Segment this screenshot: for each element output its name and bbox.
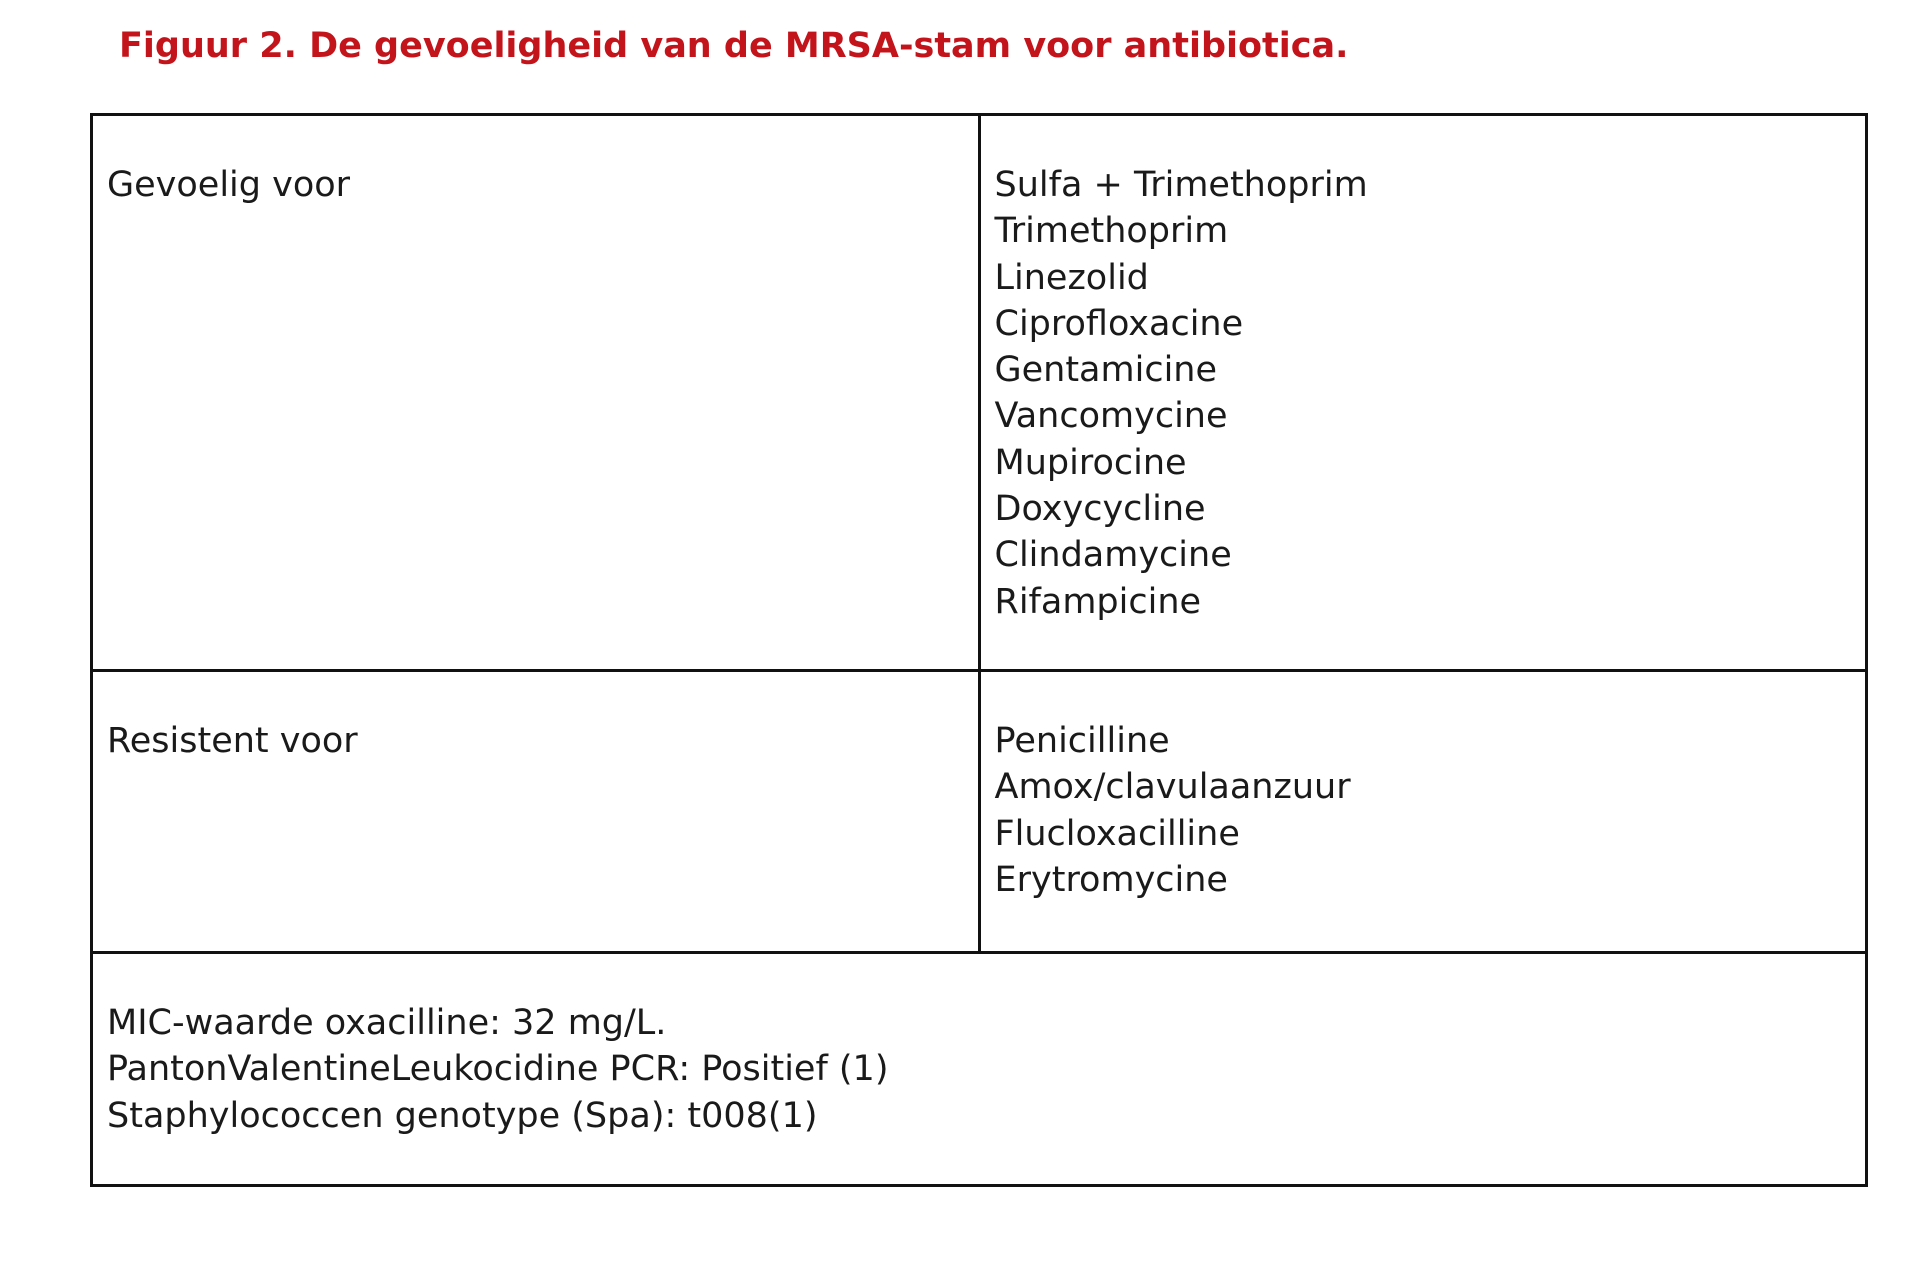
row-label: Gevoelig voor <box>107 165 351 205</box>
list-item: Doxycycline <box>994 489 1206 530</box>
table-row-notes <box>92 953 1867 1186</box>
list-item: Vancomycine <box>994 396 1228 437</box>
list-item: Erytromycine <box>994 859 1228 900</box>
list-item: Ciprofloxacine <box>994 303 1244 344</box>
mic-note: MIC-waarde oxacilline: 32 mg/L. <box>107 1003 667 1043</box>
pvl-pcr-note: PantonValentineLeukocidine PCR: Positief (1) <box>107 1049 889 1090</box>
row-label: Resistent voor <box>107 721 358 761</box>
figure-title: Figuur 2. De gevoeligheid van de MRSA-stam voor antibiotica. <box>119 26 1349 66</box>
list-item: Trimethoprim <box>994 211 1229 252</box>
susceptible-antibiotic-list <box>995 162 1852 625</box>
list-item: Flucloxacilline <box>994 813 1240 854</box>
list-item: Amox/clavulaanzuur <box>994 767 1351 808</box>
list-item: Penicilline <box>994 721 1170 761</box>
list-item: Sulfa + Trimethoprim <box>994 165 1368 205</box>
list-item: Rifampicine <box>994 581 1202 622</box>
list-item: Gentamicine <box>994 350 1218 391</box>
list-item: Clindamycine <box>994 535 1232 576</box>
list-item: Mupirocine <box>994 442 1187 483</box>
antibiotic-susceptibility-table <box>90 113 1868 1187</box>
spa-genotype-note: Staphylococcen genotype (Spa): t008(1) <box>107 1095 818 1136</box>
row-label-cell <box>92 115 980 671</box>
table-row-gevoelig <box>92 115 1867 671</box>
list-item: Linezolid <box>994 257 1149 298</box>
notes-cell <box>92 953 1867 1186</box>
row-label-cell <box>92 671 980 953</box>
resistant-antibiotic-list <box>995 718 1852 903</box>
antibiotic-list-cell <box>979 115 1867 671</box>
table-row-resistent <box>92 671 1867 953</box>
antibiotic-list-cell <box>979 671 1867 953</box>
